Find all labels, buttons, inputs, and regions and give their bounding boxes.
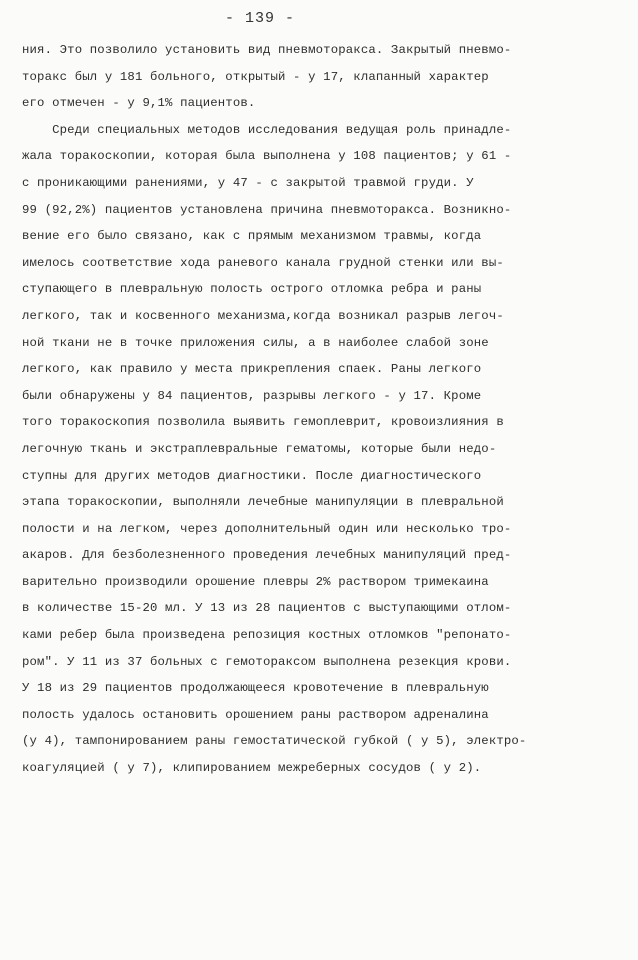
page-number: - 139 - bbox=[224, 10, 295, 27]
text-line: ступающего в плевральную полость острого отломка ребра и раны bbox=[22, 282, 482, 297]
text-line: полости и на легком, через дополнительный один или несколько тро- bbox=[22, 521, 512, 536]
text-line: Среди специальных методов исследования ведущая роль принадле- bbox=[22, 122, 512, 137]
text-line: в количестве 15-20 мл. У 13 из 28 пациентов с выступающими отлом- bbox=[22, 601, 512, 616]
body-text bbox=[22, 37, 632, 782]
text-line: этапа торакоскопии, выполняли лечебные манипуляции в плевральной bbox=[22, 495, 504, 510]
text-line: ступны для других методов диагностики. После диагностического bbox=[22, 468, 482, 483]
text-line: были обнаружены у 84 пациентов, разрывы легкого - у 17. Кроме bbox=[22, 388, 482, 403]
text-line: коагуляцией ( у 7), клипированием межреберных сосудов ( у 2). bbox=[22, 761, 482, 776]
text-line: ной ткани не в точке приложения силы, а в наиболее слабой зоне bbox=[22, 335, 489, 350]
text-line: имелось соответствие хода раневого канала грудной стенки или вы- bbox=[22, 255, 504, 270]
text-line: варительно производили орошение плевры 2% раствором тримекаина bbox=[22, 574, 489, 589]
text-line: торакс был у 181 больного, открытый - у 17, клапанный характер bbox=[22, 69, 489, 84]
text-line: акаров. Для безболезненного проведения лечебных манипуляций пред- bbox=[22, 548, 512, 563]
text-line: с проникающими ранениями, у 47 - с закрытой травмой груди. У bbox=[22, 175, 474, 190]
text-line: легкого, так и косвенного механизма,когда возникал разрыв легоч- bbox=[22, 308, 504, 323]
text-line: (у 4), тампонированием раны гемостатической губкой ( у 5), электро- bbox=[22, 734, 527, 749]
text-line: полость удалось остановить орошением раны раствором адреналина bbox=[22, 707, 489, 722]
text-line: ния. Это позволило установить вид пневмоторакса. Закрытый пневмо- bbox=[22, 43, 512, 57]
text-line: ками ребер была произведена репозиция костных отломков "репонато- bbox=[22, 628, 512, 643]
text-line: легочную ткань и экстраплевральные гематомы, которые были недо- bbox=[22, 441, 497, 456]
text-line: жала торакоскопии, которая была выполнена у 108 пациентов; у 61 - bbox=[22, 149, 512, 164]
text-line: вение его было связано, как с прямым механизмом травмы, когда bbox=[22, 229, 482, 244]
text-line: ром". У 11 из 37 больных с гемотораксом выполнена резекция крови. bbox=[22, 654, 512, 669]
text-line: того торакоскопия позволила выявить гемоплеврит, кровоизлияния в bbox=[22, 415, 504, 430]
text-line: 99 (92,2%) пациентов установлена причина пневмоторакса. Возникно- bbox=[22, 202, 512, 217]
text-line: У 18 из 29 пациентов продолжающееся кровотечение в плевральную bbox=[22, 681, 489, 696]
text-line: его отмечен - у 9,1% пациентов. bbox=[22, 96, 256, 111]
text-line: легкого, как правило у места прикрепления спаек. Раны легкого bbox=[22, 362, 482, 377]
